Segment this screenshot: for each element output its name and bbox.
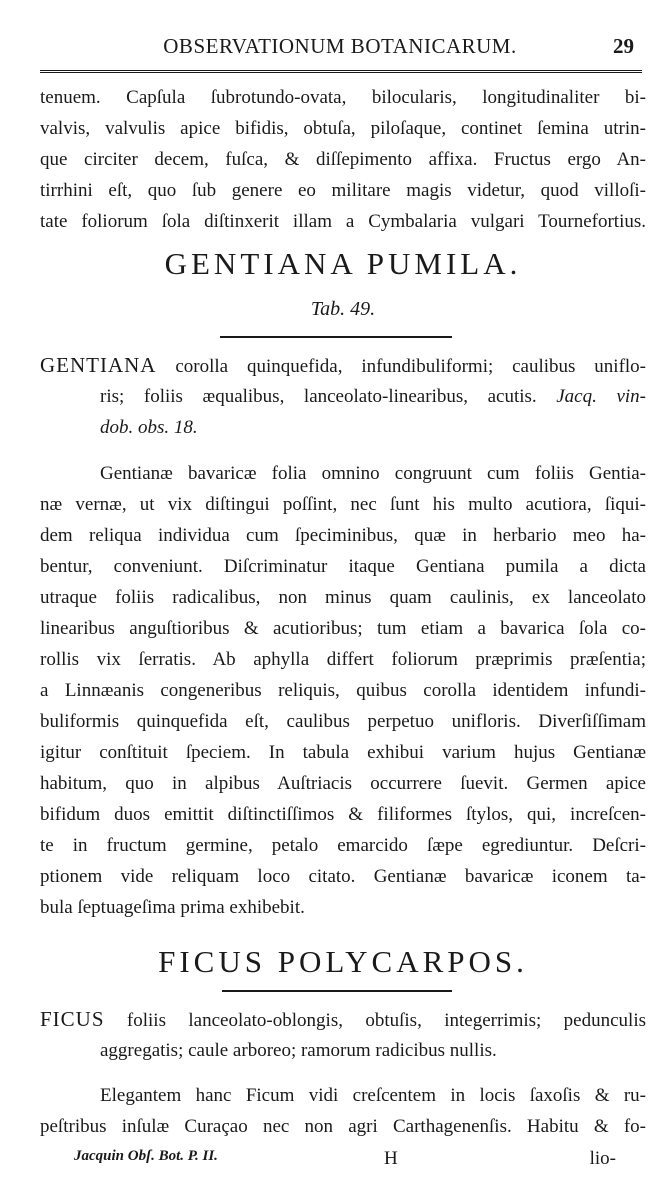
text-line: valvis, valvulis apice bifidis, obtuſa, piloſaque, continet ſemina utrin-: [40, 118, 646, 139]
signature-mark: H: [384, 1148, 398, 1169]
running-title: OBSERVATIONUM BOTANICARUM.: [163, 34, 517, 58]
text-line: tenuem. Capſula ſubrotundo-ovata, bilocularis, longitudinaliter bi-: [40, 87, 646, 108]
gentiana-paragraph: [40, 458, 646, 923]
section-rule: [220, 336, 452, 338]
signature-line: Jacquin Obſ. Bot. P. II.: [74, 1148, 218, 1164]
text-line: bentur, conveniunt. Diſcriminatur itaque Gentiana pumila a dicta: [40, 556, 646, 577]
text-line: ptionem vide reliquam loco citato. Gentianæ bavaricæ iconem ta-: [40, 866, 646, 887]
header-rule: [40, 70, 642, 73]
intro-paragraph: [40, 82, 646, 237]
text-line: igitur conſtituit ſpeciem. In tabula exhibui varium hujus Gentianæ: [40, 742, 646, 763]
page-number: 29: [613, 34, 634, 58]
text-line: utraque foliis radicalibus, non minus quam caulinis, ex lanceolato: [40, 587, 646, 608]
page-footer: [40, 1148, 646, 1178]
text-line: peſtribus inſulæ Curaçao nec non agri Carthagenenſis. Habitu & fo-: [40, 1116, 646, 1137]
definition-line: [40, 350, 646, 381]
ficus-definition: [40, 1004, 646, 1066]
definition-line: [40, 381, 646, 412]
ficus-paragraph: [40, 1080, 646, 1142]
section-title-ficus: FICUS POLYCARPOS.: [158, 944, 528, 979]
text-line: Gentianæ bavaricæ folia omnino congruunt cum foliis Gentia-: [100, 463, 646, 484]
plate-reference: Tab. 49.: [310, 298, 376, 320]
text-line: dem reliqua individua cum ſpeciminibus, quæ in herbario meo ha-: [40, 525, 646, 546]
running-header: [40, 34, 640, 68]
text-line: a Linnæanis congeneribus reliquis, quibus corolla identidem infundi-: [40, 680, 646, 701]
section-title-gentiana: GENTIANA PUMILA.: [164, 246, 522, 281]
section-rule: [222, 990, 452, 992]
text-line: te in fructum germine, petalo emarcido ſæpe egrediuntur. Deſcri-: [40, 835, 646, 856]
text-line: Elegantem hanc Ficum vidi creſcentem in locis ſaxoſis & ru-: [100, 1085, 646, 1106]
definition-line: [40, 1004, 646, 1035]
genus-name: GENTIANA: [40, 353, 157, 377]
definition-line: aggregatis; caule arboreo; ramorum radicibus nullis.: [100, 1040, 497, 1061]
text-line: buliformis quinquefida eſt, caulibus perpetuo unifloris. Diverſiſſimam: [40, 711, 646, 732]
text-line: que circiter decem, fuſca, & diſſepimento affixa. Fructus ergo An-: [40, 149, 646, 170]
citation: dob. obs. 18.: [100, 417, 198, 438]
catchword: lio-: [589, 1148, 616, 1169]
text-line: tirrhini eſt, quo ſub genere eo militare magis videtur, quod villoſi-: [40, 180, 646, 201]
text-line: linearibus anguſtioribus & acutioribus; tum etiam a bavarica ſola co-: [40, 618, 646, 639]
definition-text: corolla quinquefida, infundibuliformi; caulibus uniflo-: [175, 356, 646, 377]
gentiana-definition: [40, 350, 646, 443]
definition-text: foliis lanceolato-oblongis, obtuſis, integerrimis; pedunculis: [126, 1010, 646, 1031]
text-line: bula ſeptuageſima prima exhibebit.: [40, 897, 305, 918]
text-line: rollis vix ſerratis. Ab aphylla differt foliorum præprimis præſentia;: [40, 649, 646, 670]
text-line: habitum, quo in alpibus Auſtriacis occurrere ſuevit. Germen apice: [40, 773, 646, 794]
citation: Jacq. vin-: [556, 386, 646, 407]
text-line: næ vernæ, ut vix diſtingui poſſint, nec ſunt his multo acutiora, ſiqui-: [40, 494, 646, 515]
genus-name: FICUS: [40, 1007, 105, 1031]
text-line: tate foliorum ſola diſtinxerit illam a Cymbalaria vulgari Tournefortius.: [40, 211, 646, 232]
text-line: bifidum duos emittit diſtinctiſſimos & filiformes ſtylos, qui, increſcen-: [40, 804, 646, 825]
definition-text: ris; foliis æqualibus, lanceolato-linearibus, acutis.: [100, 386, 537, 407]
